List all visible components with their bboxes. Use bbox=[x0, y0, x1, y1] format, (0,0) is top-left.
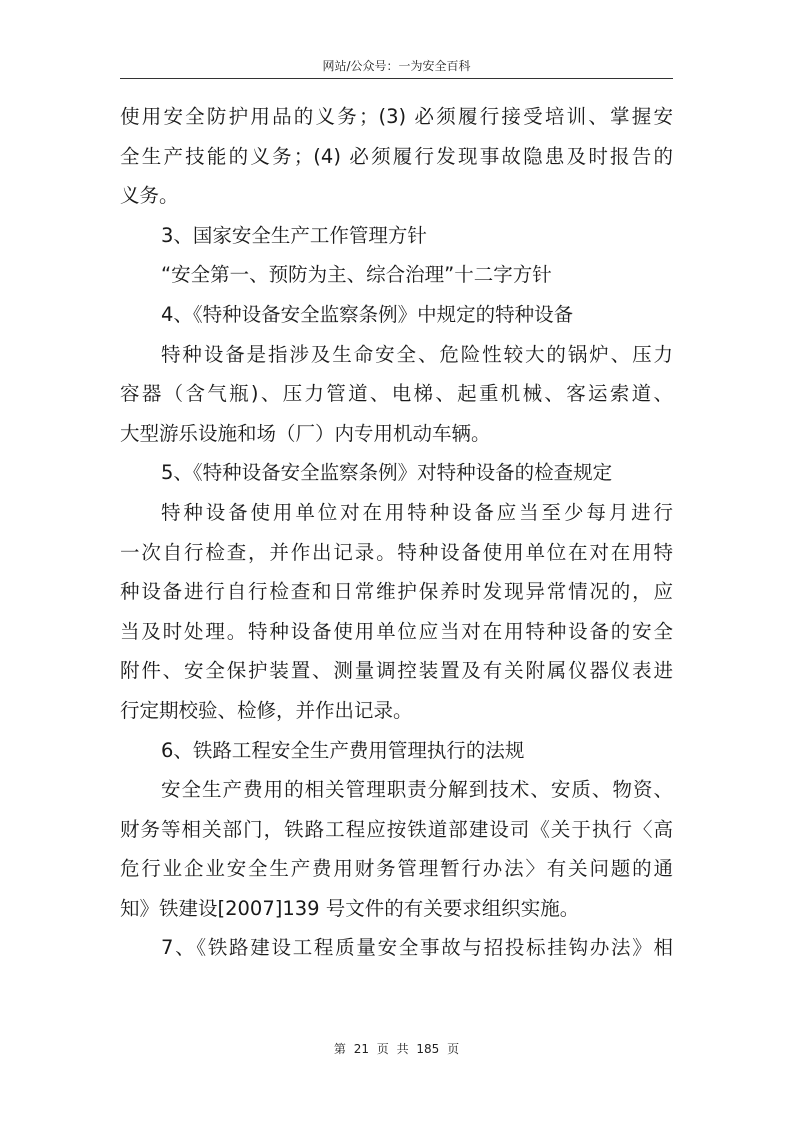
page-header: 网站/公众号：一为安全百科 bbox=[120, 58, 673, 79]
text-line: 危行业企业安全生产费用财务管理暂行办法〉有关问题的通 bbox=[120, 857, 673, 881]
text-line: 特种设备是指涉及生命安全、危险性较大的锅炉、压力 bbox=[161, 342, 673, 366]
document-body bbox=[120, 97, 673, 968]
text-line: 安全生产费用的相关管理职责分解到技术、安质、物资、 bbox=[161, 778, 673, 802]
text-line: 财务等相关部门，铁路工程应按铁道部建设司《关于执行〈高 bbox=[120, 817, 673, 841]
section-heading: 3、国家安全生产工作管理方针 bbox=[161, 223, 427, 247]
text-line: 行定期校验、检修，并作出记录。 bbox=[120, 698, 413, 722]
text-line: “安全第一、预防为主、综合治理”十二字方针 bbox=[161, 263, 552, 287]
page-footer: 第 21 页 共 185 页 bbox=[333, 1042, 460, 1056]
text-line: 一次自行检查，并作出记录。特种设备使用单位在对在用特 bbox=[120, 540, 673, 564]
text-line: 当及时处理。特种设备使用单位应当对在用特种设备的安全 bbox=[120, 619, 673, 643]
text-line: 种设备进行自行检查和日常维护保养时发现异常情况的，应 bbox=[120, 580, 673, 604]
section-heading: 7、《铁路建设工程质量安全事故与招投标挂钩办法》相 bbox=[161, 936, 673, 960]
text-line: 使用安全防护用品的义务；(3) 必须履行接受培训、掌握安 bbox=[120, 105, 673, 128]
section-heading: 5、《特种设备安全监察条例》对特种设备的检查规定 bbox=[161, 461, 613, 485]
text-line: 义务。 bbox=[120, 184, 179, 208]
text-line: 特种设备使用单位对在用特种设备应当至少每月进行 bbox=[161, 500, 673, 524]
text-line: 大型游乐设施和场（厂）内专用机动车辆。 bbox=[120, 421, 491, 445]
text-line: 附件、安全保护装置、测量调控装置及有关附属仪器仪表进 bbox=[120, 659, 673, 683]
text-line: 全生产技能的义务；(4) 必须履行发现事故隐患及时报告的 bbox=[120, 144, 673, 168]
section-heading: 6、铁路工程安全生产费用管理执行的法规 bbox=[161, 738, 525, 762]
section-heading: 4、《特种设备安全监察条例》中规定的特种设备 bbox=[161, 302, 574, 326]
text-line: 容器（含气瓶)、压力管道、电梯、起重机械、客运索道、 bbox=[120, 382, 673, 406]
text-line: 知》铁建设[2007]139 号文件的有关要求组织实施。 bbox=[120, 896, 580, 920]
